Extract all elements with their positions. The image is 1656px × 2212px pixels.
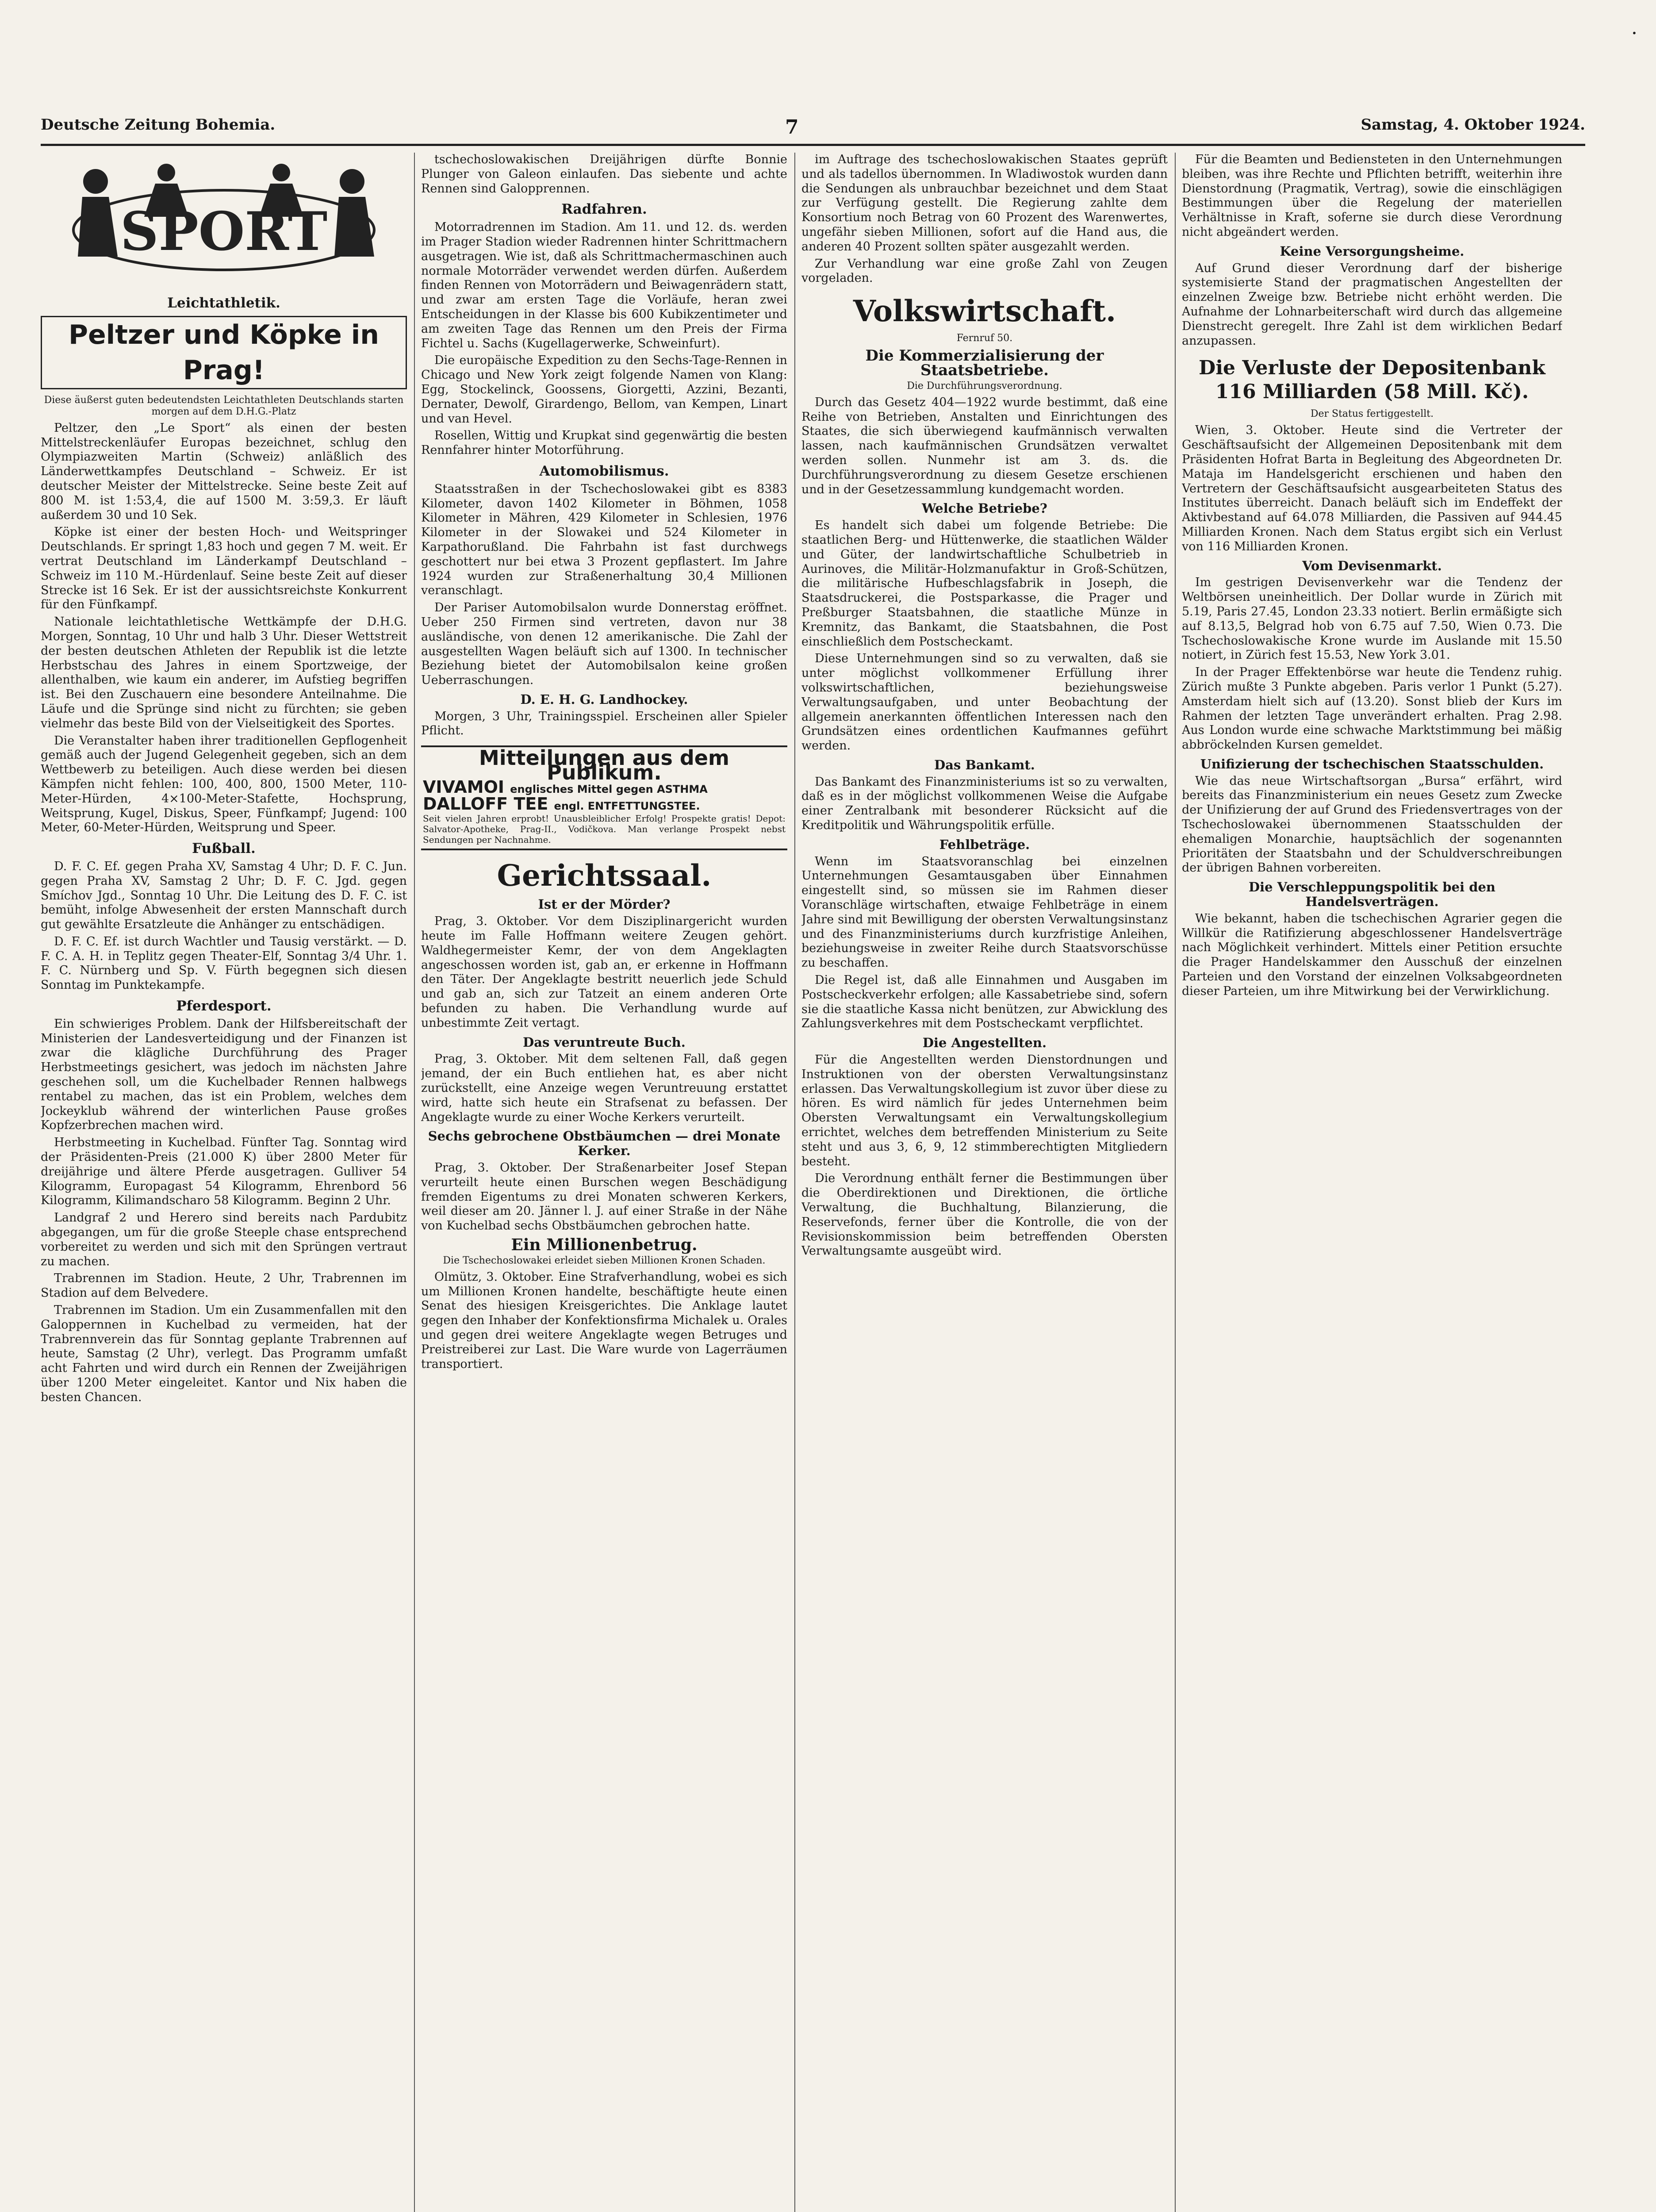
article-paragraph: Wien, 3. Oktober. Heute sind die Vertreter der Geschäftsaufsicht der Allgemeinen Depositenbank mit dem Präsidenten Hofrat Barta in Begleitung des Abgeordneten Dr. Mataja im Handelsgericht erschienen und haben den Vertretern der Geschäftsaufsicht ausgearbeiteten Status des Institutes überreicht. Danach beläuft sich im Endeffekt der Aktivbestand auf 64.078 Milliarden, die Passiven auf 944.45 Milliarden Kronen. Nach dem Status ergibt sich ein Verlust von 116 Milliarden Kronen. (1182, 423, 1562, 553)
column-3 (801, 153, 1168, 2212)
article-paragraph: Diese Unternehmungen sind so zu verwalten, daß sie unter möglichst vollkommener Erfüllung ihrer volkswirtschaftlichen, beziehungsweise Verwaltungsaufgaben, und unter Beobachtung der allgemein anerkannten öffentlichen Interessen nach den Grundsätzen eines ordentlichen Kaufmannes geführt werden. (801, 652, 1168, 753)
ad-product: VIVAMOI (423, 777, 505, 797)
article-headline: Die Verluste der Depositenbank 116 Milliarden (58 Mill. Kč). (1199, 357, 1545, 403)
article-headline: Fehlbeträge. (939, 837, 1030, 852)
article-headline: Keine Versorgungsheime. (1280, 243, 1464, 259)
article-paragraph: Prag, 3. Oktober. Mit dem seltenen Fall, daß gegen jemand, der ein Buch entliehen hat, es aber nicht zurückstellt, eine Anzeige wegen Veruntreuung erstattet wird, hatte sich heute ein Strafsenat zu befassen. Der Angeklagte wurde zu einer Woche Kerkers verurteilt. (421, 1052, 787, 1124)
article-paragraph: Trabrennen im Stadion. Um ein Zusammenfallen mit den Galoppernnen in Kuchelbad zu vermeiden, hat der Trabrennverein das für Sonntag geplante Trabrennen auf heute, Samstag (2 Uhr), verlegt. Das Programm umfaßt acht Fahrten und wird durch ein Rennen der Zweijährigen über 1200 Meter eingeleitet. Kantor und Nix haben die besten Chancen. (41, 1303, 407, 1404)
article-subheadline: Die Durchführungsverordnung. (907, 380, 1062, 392)
article-paragraph: Wie bekannt, haben die tschechischen Agrarier gegen die Willkür die Ratifizierung abgeschlossener Handelsverträge nach Möglichkeit verhindert. Mittels einer Petition ersuchte die Prager Handelskammer den Ausschuß der einzelnen Parteien und den Vorstand der einzelnen Volksabgeordneten dieser Parteien, um ihre Mitwirkung bei der Verwirklichung. (1182, 911, 1562, 998)
article-headline: Ist er der Mörder? (538, 897, 671, 912)
article-headline: Das veruntreute Buch. (523, 1034, 686, 1050)
sport-logo-text: SPORT (120, 200, 328, 263)
article-paragraph: Staatsstraßen in der Tschechoslowakei gibt es 8383 Kilometer, davon 1402 Kilometer in Böhmen, 1058 Kilometer in Mähren, 429 Kilometer in Schlesien, 1976 Kilometer in der Slowakei und 524 Kilometer in Karpathorußland. Die Fahrbahn ist fast durchwegs geschottert nur bei etwa 3 Prozent gepflastert. Im Jahre 1924 wurden zur Straßenerhaltung 30,4 Millionen veranschlagt. (421, 482, 787, 598)
article-paragraph: In der Prager Effektenbörse war heute die Tendenz ruhig. Zürich mußte 3 Punkte abgeben. Paris verlor 1 Punkt (5.27). Amsterdam hielt sich auf (13.20). Sonst blieb der Kurs im Rahmen der letzten Tage unverändert erhalten. Prag 2.98. Aus London wurde eine schwache Marktstimmung bei mäßig abbröckelnden Kursen gemeldet. (1182, 665, 1562, 752)
article-paragraph: Für die Angestellten werden Dienstordnungen und Instruktionen von der obersten Verwaltungsinstanz erlassen. Das Verwaltungskollegium ist zuvor über diese zu hören. Es wird nämlich für jedes Unternehmen beim Obersten Verwaltungsamt ein Verwaltungskollegium errichtet, welches dem betreffenden Ministerium zu Seite steht und aus 3, 6, 9, 12 stimmberechtigten Mitgliedern besteht. (801, 1053, 1168, 1168)
article-paragraph: Wenn im Staatsvoranschlag bei einzelnen Unternehmungen Gesamtausgaben über Einnahmen eingestellt sind, so müssen sie im Rahmen dieser Voranschläge wirtschaften, etwaige Fehlbeträge in einem Jahre sind mit Bewilligung der obersten Verwaltungsinstanz und des Finanzministeriums durch kurzfristige Anleihen, beziehungsweise in zweiter Reihe durch Staatsvorschüsse zu beschaffen. (801, 854, 1168, 970)
article-headline: Vom Devisenmarkt. (1302, 558, 1442, 573)
section-banner: Gerichtssaal. (497, 858, 712, 893)
article-headline: Unifizierung der tschechischen Staatsschulden. (1200, 756, 1544, 772)
article-paragraph: Ein schwieriges Problem. Dank der Hilfsbereitschaft der Ministerien der Landesverteidigung und der Finanzen ist zwar die klägliche Durchführung des Prager Herbstmeetings gesichert, was jedoch im nächsten Jahre geschehen soll, um die Kuchelbader Rennen halbwegs rentabel zu machen, das ist ein Problem, welches dem Jockeyklub während der winterlichen Pause großes Kopfzerbrechen machen wird. (41, 1017, 407, 1133)
article-paragraph: Der Pariser Automobilsalon wurde Donnerstag eröffnet. Ueber 250 Firmen sind vertreten, davon nur 38 ausländische, von denen 12 amerikanische. Die Zahl der ausgestellten Wagen beläuft sich auf 1300. In technischer Beziehung bietet der Automobilsalon keine großen Ueberraschungen. (421, 601, 787, 687)
ad-product: DALLOFF TEE (423, 794, 548, 814)
sport-logo (41, 153, 407, 290)
article-paragraph: Nationale leichtathletische Wettkämpfe der D.H.G. Morgen, Sonntag, 10 Uhr und halb 3 Uhr. Dieser Wettstreit der besten deutschen Athleten der Republik ist die letzte Herbstschau des Jahres in einem Sportzweige, der allenthalben, wie kaum ein anderer, im Aufstieg begriffen ist. Bei den Zuschauern eine besondere Anteilnahme. Die Läufe und die Sprünge sind nicht zu fürchten; sie geben vielmehr das beste Bild von der Vielseitigkeit des Sportes. (41, 615, 407, 730)
column-2 (421, 153, 787, 2212)
article-paragraph: Herbstmeeting in Kuchelbad. Fünfter Tag. Sonntag wird der Präsidenten-Preis (21.000 K) über 2800 Meter für dreijährige und ältere Pferde ausgetragen. Gulliver 54 Kilogramm, Europagast 54 Kilogramm, Ehrenbord 56 Kilogramm, Kilimandscharo 58 Kilogramm. Beginn 2 Uhr. (41, 1136, 407, 1208)
corner-mark: · (1631, 22, 1637, 45)
article-paragraph: Durch das Gesetz 404—1922 wurde bestimmt, daß eine Reihe von Betrieben, Anstalten und Einrichtungen des Staates, die sich überwiegend kaufmännisch verwalten lassen, nach kaufmännischen Grundsätzen verwaltet werden sollen. Nunmehr ist am 3. ds. die Durchführungsverordnung zu diesem Gesetze erschienen und in der Gesetzessammlung kundgemacht worden. (801, 395, 1168, 496)
section-heading: Radfahren. (561, 201, 647, 218)
column-4 (1182, 153, 1562, 2212)
article-headline: Welche Betriebe? (922, 501, 1047, 516)
ad-product-desc: englisches Mittel gegen ASTHMA (510, 783, 708, 795)
article-paragraph: im Auftrage des tschechoslowakischen Staates geprüft und als tadellos übernommen. In Wladiwostok wurden dann die Sendungen als unbrauchbar bezeichnet und dem Staat zur Verfügung gestellt. Die Regierung zahlte dem Konsortium noch Betrag von 60 Prozent des Warenwertes, ungefähr sieben Millionen, sofort auf die Hand aus, die anderen 40 Prozent sollten später ausgezahlt werden. (801, 153, 1168, 253)
header-rule (41, 144, 1585, 146)
article-subheadline: Die Tschechoslowakei erleidet sieben Millionen Kronen Schaden. (443, 1255, 766, 1266)
section-banner: Volkswirtschaft. (853, 294, 1116, 329)
column-1 (41, 153, 407, 2212)
article-paragraph: D. F. C. Ef. gegen Praha XV, Samstag 4 Uhr; D. F. C. Jun. gegen Praha XV, Samstag 2 Uhr; D. F. C. Jgd. gegen Smíchov Jgd., Sonntag 10 Uhr. Die Leitung des D. F. C. ist bemüht, infolge Abwesenheit der ersten Mannschaft durch gut gewählte Ersatzleute die Anhänger zu entschädigen. (41, 859, 407, 932)
article-paragraph: Rosellen, Wittig und Krupkat sind gegenwärtig die besten Rennfahrer hinter Motorführung. (421, 429, 787, 457)
article-paragraph: Prag, 3. Oktober. Der Straßenarbeiter Josef Stepan verurteilt heute einen Burschen wegen Beschädigung fremden Eigentums zu drei Monaten schweren Kerkers, weil dieser am 20. Jänner l. J. auf einer Straße in der Nähe von Kuchelbad sechs Obstbäumchen gebrochen hatte. (421, 1161, 787, 1233)
article-paragraph: Landgraf 2 und Herero sind bereits nach Pardubitz abgegangen, um für die große Steeple chase entsprechend vorbereitet zu werden und sich mit den Sprüngen vertraut zu machen. (41, 1211, 407, 1268)
article-headline: Sechs gebrochene Obstbäumchen — drei Monate Kerker. (428, 1129, 781, 1159)
section-heading: Leichtathletik. (167, 295, 280, 311)
ad-product-desc: engl. ENTFETTUNGSTEE. (554, 799, 700, 812)
article-headline: Das Bankamt. (934, 757, 1035, 772)
ad-product-line (423, 794, 786, 814)
article-headline: Die Angestellten. (922, 1035, 1047, 1051)
article-paragraph: Die europäische Expedition zu den Sechs-Tage-Rennen in Chicago und New York zeigt folgende Namen von Klang: Egg, Stockelinck, Goossens, Giorgetti, Azzini, Bezanti, Dernater, Dewolf, Girardengo, Bellom, van Kempen, Linart und van Hevel. (421, 353, 787, 426)
headline: Peltzer und Köpke in Prag! (41, 316, 407, 389)
ad-title: Mitteilungen aus dem Publikum. (479, 746, 729, 785)
issue-date: Samstag, 4. Oktober 1924. (1361, 116, 1585, 134)
column-divider (794, 153, 795, 2212)
article-paragraph: Olmütz, 3. Oktober. Eine Strafverhandlung, wobei es sich um Millionen Kronen handelte, beschäftigte heute einen Senat des hiesigen Kreisgerichtes. Die Anklage lautet gegen den Inhaber der Konfektionsfirma Michalek u. Orales und gegen drei weitere Angeklagte wegen Betruges und Preistreiberei zur Last. Die Ware wurde von Lagerräumen transportiert. (421, 1270, 787, 1371)
section-banner-sub: Fernruf 50. (956, 333, 1013, 344)
column-divider (414, 153, 415, 2212)
article-paragraph: Köpke ist einer der besten Hoch- und Weitspringer Deutschlands. Er springt 1,83 hoch und gegen 7 M. weit. Er vertrat Deutschland im Länderkampf Deutschland – Schweiz im 110 M.-Hürdenlauf. Seine beste Zeit auf dieser Strecke ist 16 Sek. Er ist der aussichtsreichste Konkurrent für den Fünfkampf. (41, 525, 407, 612)
article-paragraph: Im gestrigen Devisenverkehr war die Tendenz der Weltbörsen uneinheitlich. Der Dollar wurde in Zürich mit 5.19, Paris 27.45, London 23.33 notiert. Berlin ermäßigte sich auf 8.13,5, Belgrad hob von 6.75 auf 7.50, Wien 0.73. Die Tschechoslowakische Krone wurde im Auslande mit 15.50 notiert, in Zürich fest 15.53, New York 3.01. (1182, 576, 1562, 662)
section-heading: Fußball. (192, 841, 256, 857)
column-divider (1175, 153, 1176, 2212)
article-headline: Die Verschleppungspolitik bei den Handelsverträgen. (1248, 879, 1496, 910)
masthead-title: Deutsche Zeitung Bohemia. (41, 116, 276, 134)
article-paragraph: Für die Beamten und Bediensteten in den Unternehmungen bleiben, was ihre Rechte und Pflichten betrifft, weiterhin ihre Dienstordnung (Pragmatik, Vertrag), sowie die einschlägigen Bestimmungen über die Regelung der materiellen Verhältnisse in Kraft, soferne sie durch diese Verordnung nicht abgeändert werden. (1182, 153, 1562, 239)
article-paragraph: Es handelt sich dabei um folgende Betriebe: Die staatlichen Berg- und Hüttenwerke, die staatlichen Wälder und Güter, der landwirtschaftliche Schulbetrieb in Aurinoves, die Militär-Holzmanufaktur in Groß-Schützen, die militärische Hufbeschlagsfabrik in Joseph, die Staatsdruckerei, die Postsparkasse, die Prager und Preßburger Staatsbahnen, die staatliche Münze in Kremnitz, das Bankamt, die Staatsbahnen, die Post einschließlich dem Postscheckamt. (801, 518, 1168, 649)
article-paragraph: Trabrennen im Stadion. Heute, 2 Uhr, Trabrennen im Stadion auf dem Belvedere. (41, 1271, 407, 1300)
article-paragraph: tschechoslowakischen Dreijährigen dürfte Bonnie Plunger von Galeon einlaufen. Das siebente und achte Rennen sind Galopprennen. (421, 153, 787, 196)
article-paragraph: Auf Grund dieser Verordnung darf der bisherige systemisierte Stand der pragmatischen Angestellten der einzelnen Zweige bzw. Betriebe nicht erhöht werden. Die Aufnahme der Lohnarbeiterschaft wird durch das allgemeine Dienstrecht geregelt. Ihre Zahl ist dem wirklichen Bedarf anzupassen. (1182, 261, 1562, 348)
sport-athletes-illustration (56, 155, 392, 288)
article-paragraph: Motorradrennen im Stadion. Am 11. und 12. ds. werden im Prager Stadion wieder Radrennen hinter Schrittmachern ausgetragen. Wie ist, daß als Schrittmachermaschinen auch normale Motorräder verwendet werden dürfen. Außerdem finden Rennen von Motorrädern und Beiwagenrädern statt, und zwar am ersten Tage die Vorläufe, heran zwei Entscheidungen in der Klasse bis 600 Kubikzentimeter und am zweiten Tage das Rennen um den Preis der Firma Fichtel u. Sachs (Kugellagerwerke, Schweinfurt). (421, 220, 787, 350)
article-paragraph: Die Veranstalter haben ihrer traditionellen Gepflogenheit gemäß auch der Jugend Gelegenheit gegeben, sich an dem Wettbewerb zu beteiligen. Auch diese werden bei diesen Kämpfen nicht fehlen: 100, 400, 800, 1500 Meter, 110-Meter-Hürden, 4×100-Meter-Stafette, Hochsprung, Weitsprung, Kugel, Diskus, Speer, Fünfkampf; Jugend: 100 Meter, 60-Meter-Hürden, Weitsprung und Speer. (41, 733, 407, 835)
article-headline: Die Kommerzialisierung der Staatsbetriebe. (865, 347, 1104, 379)
article-paragraph: Die Verordnung enthält ferner die Bestimmungen über die Oberdirektionen und Direktionen, die örtliche Verwaltung, die Buchhaltung, Bilanzierung, die Reservefonds, ferner über die Kontrolle, die von der Revisionskommission beim betreffenden Obersten Verwaltungsamte ausgeübt wird. (801, 1171, 1168, 1258)
section-heading: Automobilismus. (539, 463, 669, 479)
article-subheadline: Der Status fertiggestellt. (1310, 408, 1434, 420)
article-paragraph: D. F. C. Ef. ist durch Wachtler und Tausig verstärkt. — D. F. C. A. H. in Teplitz gegen Theater-Elf, Sonntag 3/4 Uhr. 1. F. C. Nürnberg und Sp. V. Fürth begegnen sich diesen Sonntag im Punktekampfe. (41, 934, 407, 992)
article-paragraph: Morgen, 3 Uhr, Trainingsspiel. Erscheinen aller Spieler Pflicht. (421, 709, 787, 738)
article-paragraph: Die Regel ist, daß alle Einnahmen und Ausgaben im Postscheckverkehr erfolgen; alle Kassabetriebe sind, sofern sie die staatliche Kassa nicht benützen, zur Abwicklung des Zahlungsverkehres mit dem Postscheckamt verpflichtet. (801, 973, 1168, 1031)
article-paragraph: Das Bankamt des Finanzministeriums ist so zu verwalten, daß es in der möglichst vollkommenen Weise die Aufgabe einer Zentralbank mit besonderer Rücksicht auf die Kreditpolitik und Währungspolitik erfülle. (801, 775, 1168, 833)
article-headline: Ein Millionenbetrug. (511, 1236, 698, 1254)
advertisement (421, 745, 787, 850)
article-paragraph: Zur Verhandlung war eine große Zahl von Zeugen vorgeladen. (801, 257, 1168, 285)
article-paragraph: Prag, 3. Oktober. Vor dem Disziplinargericht wurden heute im Falle Hoffmann weitere Zeugen gehört. Waldhegermeister Kemr, der von dem Angeklagten angeschossen worden ist, gab an, er erkenne in Hoffmann den Täter. Der Angeklagte bestritt neuerlich jede Schuld und gab an, sich zur Tatzeit an einem anderen Orte befunden zu haben. Die Verhandlung wurde auf unbestimmte Zeit vertagt. (421, 914, 787, 1030)
article-paragraph: Peltzer, den „Le Sport“ als einen der besten Mittelstreckenläufer Europas bezeichnet, schlug den Olympiazweiten Martin (Schweiz) anläßlich des Länderwettkampfes Deutschland – Schweiz. Er ist deutscher Meister der Mittelstrecke. Seine beste Zeit auf 800 M. ist 1:53,4, die auf 1500 M. 3:59,3. Er läuft außerdem 30 und 10 Sek. (41, 421, 407, 522)
page-number: 7 (785, 116, 799, 138)
section-heading: Pferdesport. (176, 998, 272, 1014)
ad-note: Seit vielen Jahren erprobt! Unausbleiblicher Erfolg! Prospekte gratis! Depot: Salvator-Apotheke, Prag-II., Vodičkova. Man verlange Prospekt nebst Sendungen per Nachnahme. (423, 813, 786, 845)
headline-sub: Diese äußerst guten bedeutendsten Leichtathleten Deutschlands starten morgen auf dem D.H.G.-Platz (44, 394, 404, 417)
article-paragraph: Wie das neue Wirtschaftsorgan „Bursa“ erfährt, wird bereits das Finanzministerium ein neues Gesetz zum Zwecke der Unifizierung der auf Grund des Friedensvertrages von der Tschechoslowakei übernommenen Staatsschulden der ehemaligen Monarchie, hauptsächlich der sogenannten Prioritäten der Staatsbahn und der Schuldverschreibungen der übrigen Bahnen vorbereiten. (1182, 774, 1562, 875)
section-heading: D. E. H. G. Landhockey. (520, 691, 688, 707)
